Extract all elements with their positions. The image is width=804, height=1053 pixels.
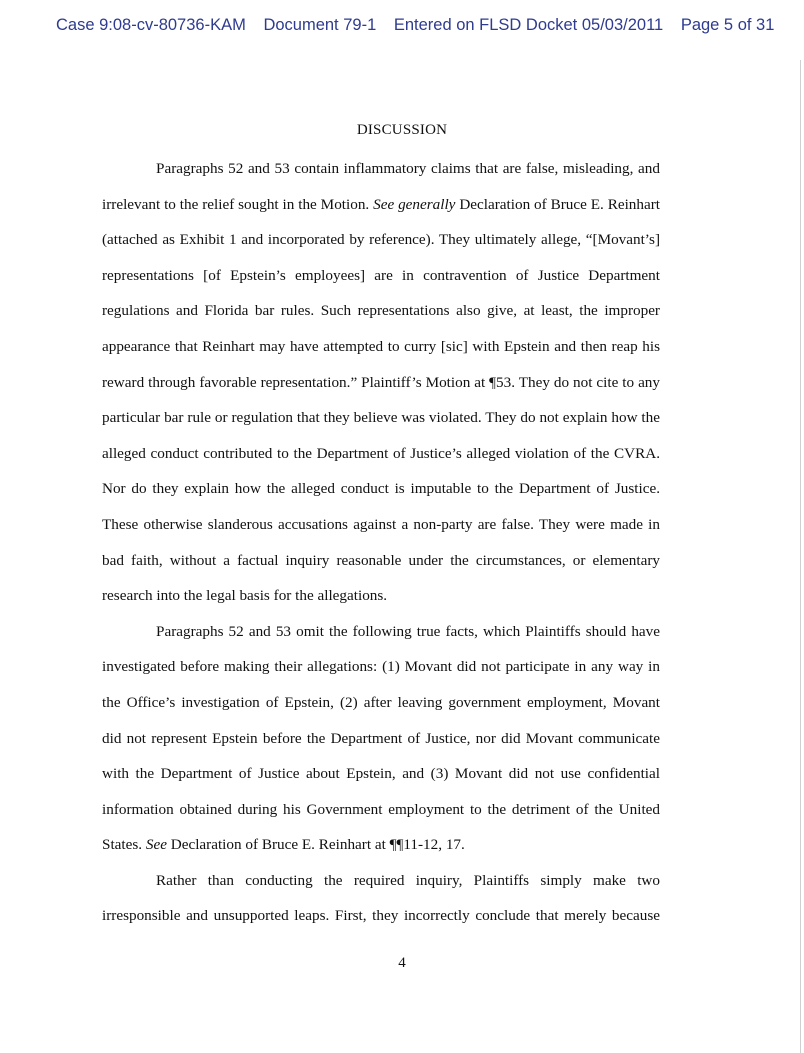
paragraph-1-text-b: Declaration of Bruce E. Reinhart (attached as Exhibit 1 and incorporated by reference). They ultimately allege, “[Movant’s] representations [of Epstein’s employees] are in contravention of Justice Department regulations and Florida bar rules. Such representations also give, at least, the improper appearance that Reinhart may have attempted to curry [sic] with Epstein and then reap his reward through favorable representation.” Plaintiff’s Motion at ¶53. They do not cite to any particular bar rule or regulation that they believe was violated. They do not explain how the alleged conduct contributed to the Department of Justice’s alleged violation of the CVRA. Nor do they explain how the alleged conduct is imputable to the Department of Justice. These otherwise slanderous accusations against a non-party are false. They were made in bad faith, without a factual inquiry reasonable under the circumstances, or elementary research into the legal basis for the allegations. xyxy=(102,195,661,605)
paragraph-2-citation-signal: See xyxy=(145,836,167,854)
document-number: Document 79-1 xyxy=(263,16,377,34)
paragraph-3-text: Rather than conducting the required inquiry, Plaintiffs simply make two irresponsible and unsupported leaps. First, they incorrectly conclude that merely because xyxy=(102,871,660,925)
case-number: Case 9:08-cv-80736-KAM xyxy=(56,16,246,34)
paragraph-1-citation-signal: See generally xyxy=(373,195,456,213)
page-number: 4 xyxy=(398,955,406,971)
paragraph-2-text-b: Declaration of Bruce E. Reinhart at ¶¶11-12, 17. xyxy=(166,836,465,854)
document-body xyxy=(102,151,660,934)
page-of-total: Page 5 of 31 xyxy=(680,16,775,34)
paragraph-2 xyxy=(102,614,660,863)
paragraph-1 xyxy=(102,151,660,614)
paragraph-3 xyxy=(102,863,660,934)
paragraph-1-text-a: Paragraphs 52 and 53 contain inflammatory claims that are false, misleading, and irrelevant to the relief sought in the Motion. xyxy=(102,160,660,213)
docket-header-stamp xyxy=(56,16,774,35)
scan-edge-line xyxy=(800,60,801,1053)
section-heading: DISCUSSION xyxy=(356,122,448,138)
docket-entry-date: Entered on FLSD Docket 05/03/2011 xyxy=(393,16,664,34)
paragraph-2-text-a: Paragraphs 52 and 53 omit the following true facts, which Plaintiffs should have investigated before making their allegations: (1) Movant did not participate in any way in the Office’s investigation of Epstein, (2) after leaving government employment, Movant did not represent Epstein before the Department of Justice, nor did Movant communicate with the Department of Justice about Epstein, and (3) Movant did not use confidential information obtained during his Government employment to the detriment of the United States. xyxy=(102,622,660,854)
